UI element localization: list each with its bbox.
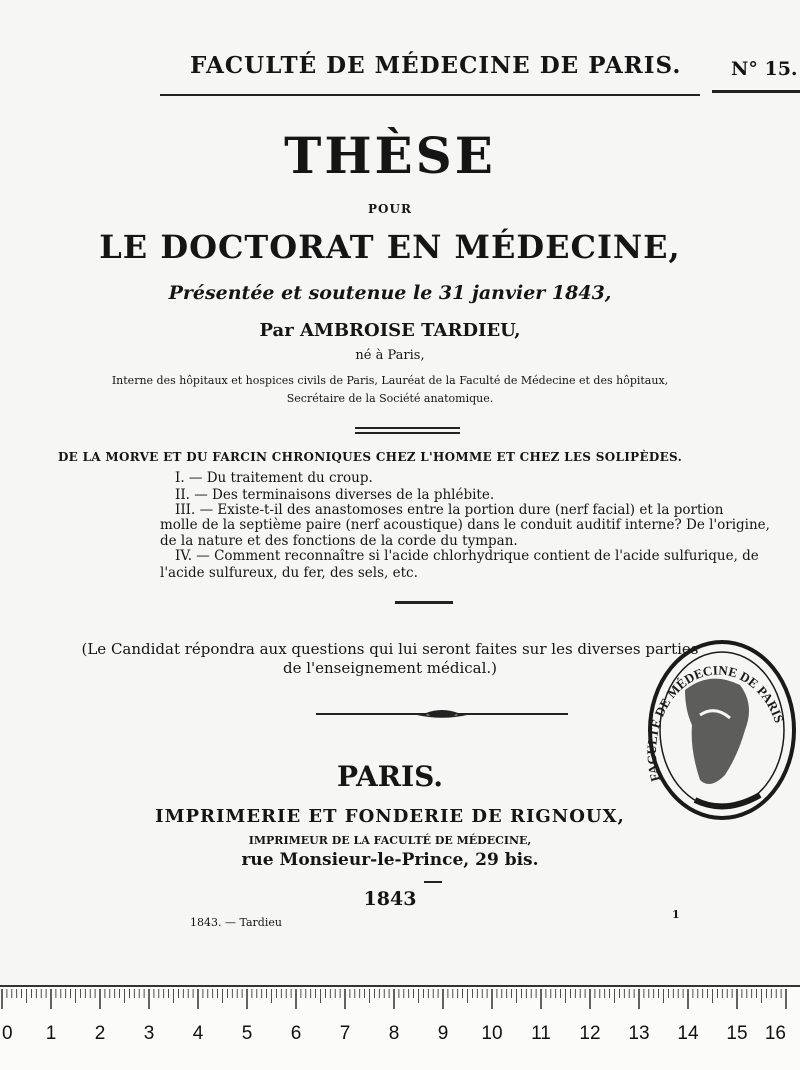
birthplace: né à Paris, bbox=[355, 348, 425, 363]
city: PARIS. bbox=[336, 760, 444, 793]
thesis-subject: DE LA MORVE ET DU FARCIN CHRONIQUES CHEZ L'HOMME ET CHEZ LES SOLIPÈDES. bbox=[57, 450, 683, 464]
ruler-label: 0 bbox=[2, 1023, 13, 1044]
printer-title: IMPRIMEUR DE LA FACULTÉ DE MÉDECINE, bbox=[248, 834, 532, 847]
author-secretary: Secrétaire de la Société anatomique. bbox=[286, 392, 494, 405]
question-4-line-1: IV. — Comment reconnaître si l'acide chlorhydrique contient de l'acide sulfurique, de bbox=[175, 548, 759, 564]
ruler-label: 5 bbox=[241, 1023, 253, 1044]
thesis-number: N° 15. bbox=[731, 58, 798, 80]
question-2: II. — Des terminaisons diverses de la phlébite. bbox=[175, 487, 495, 503]
author-titles: Interne des hôpitaux et hospices civils de Paris, Lauréat de la Faculté de Médecine et des hôpitaux, bbox=[111, 374, 669, 387]
author-name: Par AMBROISE TARDIEU, bbox=[259, 320, 521, 341]
question-3-line-1: III. — Existe-t-il des anastomoses entre la portion dure (nerf facial) et la portion bbox=[175, 502, 724, 518]
ruler-label: 1 bbox=[45, 1023, 57, 1044]
double-rule bbox=[355, 427, 460, 434]
ruler-label: 9 bbox=[437, 1023, 449, 1044]
header-rule bbox=[160, 94, 700, 96]
pour-text: POUR bbox=[368, 202, 412, 216]
printer-address: rue Monsieur-le-Prince, 29 bis. bbox=[241, 850, 539, 870]
ruler-label: 8 bbox=[388, 1023, 400, 1044]
ruler-label: 16 bbox=[764, 1023, 786, 1044]
ruler-label: 15 bbox=[726, 1023, 748, 1044]
defense-date: Présentée et soutenue le 31 janvier 1843, bbox=[168, 282, 612, 304]
ruler-scale bbox=[0, 987, 800, 1070]
question-3-line-2: molle de la septième paire (nerf acoustique) dans le conduit auditif interne? De l'origine, bbox=[160, 517, 770, 533]
faculty-header: FACULTÉ DE MÉDECINE DE PARIS. bbox=[190, 52, 682, 79]
ruler-label: 11 bbox=[531, 1023, 551, 1044]
faculty-stamp bbox=[630, 630, 800, 830]
ornamental-rule bbox=[316, 706, 568, 722]
doctorat-title: LE DOCTORAT EN MÉDECINE, bbox=[99, 228, 681, 266]
short-rule bbox=[395, 601, 453, 604]
page-number: 1 bbox=[672, 908, 680, 921]
printer-name: IMPRIMERIE ET FONDERIE DE RIGNOUX, bbox=[155, 806, 625, 827]
ruler-label: 13 bbox=[628, 1023, 650, 1044]
ruler-label: 6 bbox=[290, 1023, 302, 1044]
number-rule bbox=[712, 90, 800, 93]
ruler-label: 4 bbox=[192, 1023, 204, 1044]
ruler-label: 2 bbox=[94, 1023, 106, 1044]
ruler-label: 14 bbox=[677, 1023, 699, 1044]
these-title: THÈSE bbox=[284, 126, 496, 185]
stamp-text: FACULTÉ DE MÉDECINE DE PARIS bbox=[643, 662, 787, 784]
candidat-note-line-2: de l'enseignement médical.) bbox=[282, 659, 498, 677]
ruler-label: 12 bbox=[579, 1023, 601, 1044]
year-rule bbox=[424, 881, 442, 883]
question-3-line-3: de la nature et des fonctions de la corde du tympan. bbox=[160, 533, 518, 549]
question-1: I. — Du traitement du croup. bbox=[175, 470, 373, 486]
question-4-line-2: l'acide sulfureux, du fer, des sels, etc. bbox=[160, 565, 418, 581]
footer-signature: 1843. — Tardieu bbox=[190, 916, 282, 929]
measurement-ruler bbox=[0, 985, 800, 1070]
candidat-note-line-1: (Le Candidat répondra aux questions qui lui seront faites sur les diverses parties bbox=[81, 640, 699, 658]
ruler-label: 7 bbox=[339, 1023, 351, 1044]
publication-year: 1843 bbox=[363, 888, 417, 910]
ruler-label: 10 bbox=[481, 1023, 503, 1044]
ruler-label: 3 bbox=[143, 1023, 155, 1044]
